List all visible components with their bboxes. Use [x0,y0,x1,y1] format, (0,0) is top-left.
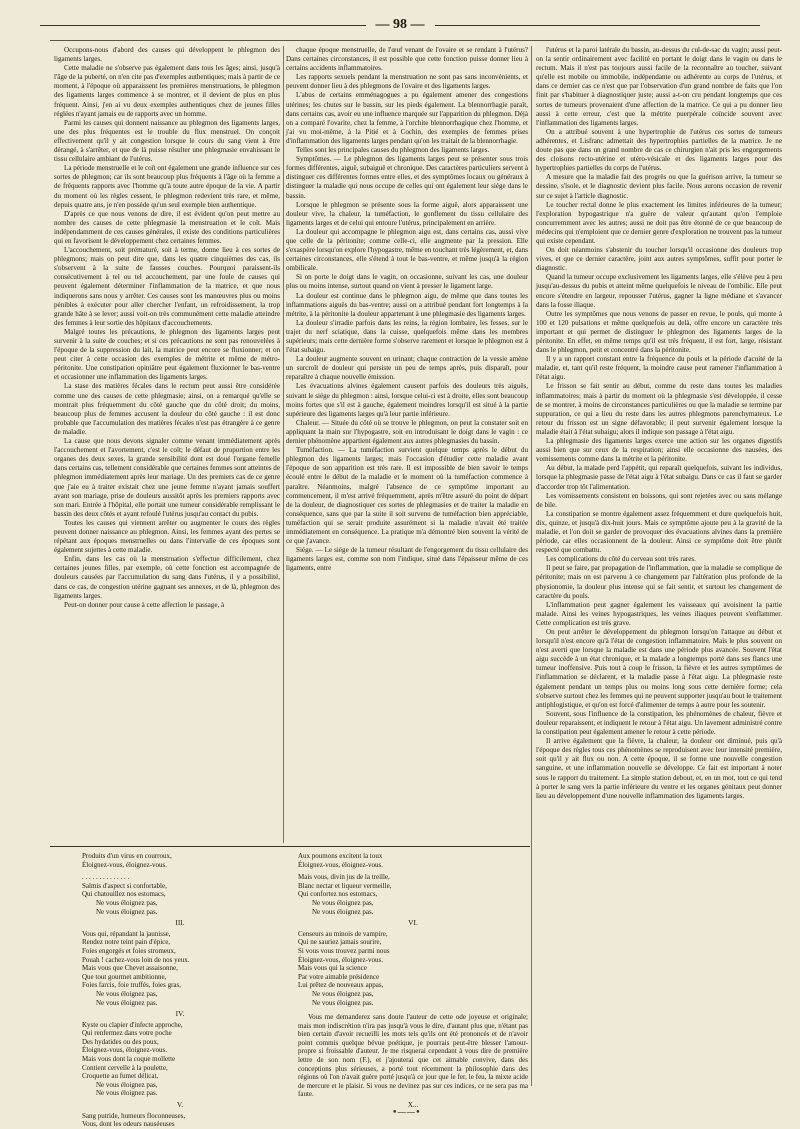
verse-line: Censeurs au minois de vampire, [298,929,388,938]
paragraph: Il y a un rapport constant entre la fréquence du pouls et la période d'acuité de la maladie, et, tant qu'il reste fréquent, la moindre cause peut ramener l'inflammation à l'état aigu. [536,355,782,382]
column-divider-1 [283,46,284,843]
paragraph: Quand la tumeur occupe exclusivement les ligaments larges, elle s'élève peu à peu jusqu'au-dessus du pubis et atteint même quelquefois le niveau de l'ombilic. Elle peut encore s'étendre en largeur, repousser l'utérus, gagner la ligne médiane et s'avancer dans la fosse iliaque. [536,273,782,309]
verse-line: Ne vous éloignez pas, [312,989,374,998]
header-underline [50,40,780,41]
paragraph: Le toucher rectal donne le plus exactement les limites inférieures de la tumeur; l'exploration hypogastrique n'a guère de valeur qu'autant qu'on l'emploie concurremment avec les autres; aussi ne doit pas être étonné de ce que beaucoup de médecins qui n'emploient que ce dernier genre d'exploration ne trouvent pas la tumeur qui existe cependant. [536,200,782,245]
verse-line: Mais vous dont la coque mollette [82,1055,176,1064]
verse-line: . . . . . . . . . . . . . . [82,873,130,882]
verse-line: Ne vous éloignez pas. [96,1089,158,1098]
paragraph: La douleur est continue dans le phlegmon aigu, de même que dans toutes les inflammations aiguës du bas-ventre; aussi on a attribué pendant fort longtemps à la métrite, à la péritonite la douleur appartenant à une phlegmasie des ligaments larges. [286,291,528,318]
verse-line: Ne vous éloignez pas. [312,907,374,916]
paragraph: La douleur qui accompagne le phlegmon aigu est, dans certains cas, aussi vive que celle de la péritonite; comme celle-ci, elle augmente par la pression. Elle s'exaspère lorsqu'on explore l'hypogastre, même en touchant très légèrement, et, dans certaines circonstances, elle s'étend à tout le bas-ventre, et même jusqu'à la région ombilicale. [286,227,528,273]
paragraph: Les évacuations alvines également causent parfois des douleurs très aiguës, suivant le siége du phlegmon : ainsi, lorsque celui-ci est à droite, elles sont beaucoup moins fortes que s'il est à gauche, également moindres lorsqu'il est situé à la partie supérieure des ligaments larges qu'à leur partie inférieure. [286,382,528,418]
verse-line: Produits d'un virus en courroux, [82,852,172,860]
stanza-number: III. [175,918,185,928]
verse-line: Éloignez-vous, éloignez-vous. [298,860,383,869]
verse-line: Qui confortez nos estomacs, [298,890,378,899]
end-ornament: •——• [392,1108,421,1118]
verse-line: Croquette au fumet délicat, [82,1072,159,1081]
paragraph: Si on porte le doigt dans le vagin, on occasionne, suivant les cas, une douleur plus ou moins intense, surtout quand on vient à presser le ligament large. [286,273,528,291]
verse-line: Si vous vous trouvez parmi nous [298,946,390,955]
verse-line: Des hydatides ou des poux, [82,1037,159,1046]
page-number: — 98 — [375,17,425,32]
paragraph: L'inflammation peut gagner également les vaisseaux qui avoisinent la partie malade. Ainsi les veines hypogastriques, les veines iliaques peuvent s'enflammer. Cette complication est très grave. [536,600,782,627]
paragraph: Les rapports sexuels pendant la menstruation ne sont pas sans inconvénients, et peuvent donner lieu à des phlegmons de l'ovaire et des ligaments larges. [286,73,528,91]
verse-line: Que tout gourmet ambitionne, [82,972,167,981]
paragraph: Toutes les causes qui viennent arrêter ou augmenter le cours des règles peuvent donner naissance au phlegmon. Ainsi, les femmes ayant des pertes se répétant aux époques menstruelles ou dans l'intervalle de ces époques sont également sujettes à cette maladie. [54,518,280,555]
feuilleton-column-1 [82,852,278,1129]
paragraph: La stase des matières fécales dans le rectum peut aussi être considérée comme une des causes de cette phlegmasie; ainsi, on a remarqué qu'elle se montrait plus fréquemment du côté gauche que du côté droit; du moins, beaucoup plus de femmes accusent la douleur du côté gauche : il est donc probable que l'accumulation des matières fécales n'est pas étrangère à ce genre de maladie. [54,382,280,436]
paragraph: Peut-on donner pour cause à cette affection le passage, à [64,600,225,609]
paragraph: La douleur s'irradie parfois dans les reins, la région lombaire, les fesses, sur le trajet du nerf sciatique, dans la cuisse, quelquefois même dans les membres supérieurs; mais cette dernière forme s'observe rarement et lorsque le phlegmon est à l'état subaigu. [286,318,528,355]
verse-line: Qui chatouillez nos estomacs, [82,890,166,899]
verse-line: Éloignez-vous, éloignez-vous. [298,955,383,964]
paragraph: La période menstruelle et le coït ont également une grande influence sur ces sortes de phlegmon; car ils sont beaucoup plus fréquents à l'âge où la femme a de fréquents rapports avec l'homme qu'à toute autre époque de la vie. A partir du moment où les règles cessent, le phlegmon redevient très rare, et même, depuis quatre ans, je n'en possède qu'un seul exemple bien authentique. [54,164,280,209]
verse-line: Mais vous qui la science [298,964,367,973]
paragraph: Malgré toutes les précautions, le phlegmon des ligaments larges peut survenir à la suite de couches; et si ces précautions ne sont pas renouvelées à l'époque de la suppression du lait, la matrice peut encore se fluxionner; et on peut citer à cette occasion des exemples de métrite et même de métro-péritonite. Une constipation opiniâtre peut également fluxionner le bas-ventre et occasionner une inflammation des ligaments larges. [54,327,280,382]
paragraph: Occupons-nous d'abord des causes qui développent le phlegmon des ligaments larges. [54,46,280,64]
stanza-number: V. [176,1100,184,1110]
paragraph: On peut arrêter le développement du phlegmon lorsqu'on l'attaque au début et lorsqu'il n'est encore qu'à l'état de congestion inflammatoire. Mais le plus souvent on n'est averti que lorsque la maladie est dans une période plus avancée. Souvent l'état aigu succède à un état chronique, et la malade a longtemps porté dans ses flancs une tumeur inoffensive. Puis tout à coup le frisson, la fièvre et les autres symptômes de l'inflammation se déclarent, et la maladie passe à l'état aigu. La phlegmasie reste également pendant un temps plus ou moins long sous cette dernière forme; cela s'observe surtout chez les femmes qui ne peuvent supporter jusqu'au bout le traitement antiphlogistique, et qu'on est forcé d'alimenter de temps à autre pour les soutenir. [536,628,782,709]
header-rule-right [435,25,761,26]
article-column-3 [536,46,782,1084]
verse-line: Ne vous éloignez pas. [96,907,158,916]
verse-line: Vous, dont les odeurs nauséeuses [82,1120,175,1129]
paragraph: Il peut se faire, par propagation de l'inflammation, que la maladie se complique de péritonite; mais on est parvenu à ce changement par l'altération plus profonde de la physionomie, la douleur plus intense qui se fait sentir, et surtout les changement de caractère du pouls. [536,564,782,600]
verse-line: Mais vous, divin jus de la treille, [298,873,390,882]
article-column-1 [54,46,280,843]
verse-line: Sang putride, humeurs floconneuses, [82,1111,186,1120]
page-header [40,10,760,40]
verse-line: Éloignez-vous, éloignez-vous. [82,1046,167,1055]
verse-line: Contient cervelle à la poulette, [82,1063,168,1072]
paragraph: Tuméfaction. — La tuméfaction survient quelque temps après le début du phlegmon des ligaments larges; mais l'occasion d'étudier cette maladie avant l'époque de son apparition est très rare. Il est impossible de bien savoir le temps écoulé entre le début de la maladie et le moment où la tuméfaction commence à paraître. Néanmoins, malgré l'absence de ce symptôme important au commencement, il m'est arrivé fréquemment, après m'être assuré du point de départ de la douleur, de diagnostiquer ces sortes de phlegmasies et de traiter la maladie en conséquence, sans que par la suite il soit survenu de tuméfaction bien appréciable, tuméfaction qui se serait produite assurément si la maladie n'avait été traitée immédiatement en conséquence. La pratique m'a démontré bien souvent la vérité de ce que j'avance. [286,446,528,546]
verse-line: Qui ne sauriez jamais sourire, [298,938,382,947]
verse-line: Ne vous éloignez pas, [312,898,374,907]
article-column-2 [286,46,528,843]
paragraph: Souvent, sous l'influence de la constipation, les phénomènes de chaleur, fièvre et douleur reparaissent, et indiquent le retour à l'état aigu. Un lavement administré contre la constipation peut également amener le retour à cette période. [536,709,782,737]
paragraph: Les vomissements consistent en boissons, qui sont rejetées avec ou sans mélange de bile. [536,491,782,509]
paragraph: Au début, la malade perd l'appétit, qui reparaît quelquefois, suivant les individus, lorsque la phlegmasie passe de l'état aigu à l'état subaigu. Dans ce cas il faut se garder d'accorder trop tôt l'alimentation. [536,464,782,491]
verse-line: Ne vous éloignez pas, [96,989,158,998]
verse-line: Ne vous éloignez pas, [96,898,158,907]
paragraph: l'utérus et la paroi latérale du bassin, au-dessus du cul-de-sac du vagin; aussi peut-on la sentir ordinairement avec facilité en portant le doigt dans le vagin ou dans le rectum. Mais il n'est pas toujours aussi facile de la reconnaître au toucher, suivant qu'elle est mobile ou immobile, indépendante ou adhérente au corps de l'utérus, et dans ce dernier cas ce n'est que par l'observation d'un grand nombre de faits que l'on finit par s'habituer à diagnostiquer juste; aussi a-t-on cru pendant longtemps que ces sortes de tumeurs provenaient d'une affection de la matrice. Ce qui a pu donner lieu aussi à cette erreur, c'est que la métrite puerpérale coïncide souvent avec l'inflammation des ligaments larges. [536,46,782,127]
stanza-number: IV. [175,1009,185,1019]
verse-line: Ne vous éloignez pas. [312,998,374,1007]
feuilleton-divider [50,846,530,847]
verse-line: Aux poumons excitent la toux [298,852,383,860]
paragraph: Lorsque le phlegmon se présente sous la forme aiguë, alors apparaissent une douleur vive, la chaleur, la tuméfaction, le gonflement du tissu cellulaire des ligaments larges et de celui qui entoure l'utérus, principalement en arrière. [286,200,528,227]
verse-line: Blanc nectar et liqueur vermeille, [298,881,392,890]
paragraph: L'abus de certains emménagogues a pu également amener des congestions utérines; les chutes sur le bassin, sur les pieds également. La blennorrhagie paraît, dans certains cas, avoir eu une influence marquée sur l'apparition du phlegmon. Déjà on a comparé l'ovarite, chez la femme, à l'orchite blennorrhagique chez l'homme, et j'ai vu moi-même, à la Pitié et à Cochin, des exemples de femmes prises d'inflammation des ligaments larges pendant qu'on les traitait de la blennorrhagie. [286,91,528,145]
verse-line: Rendez notre teint pain d'épice, [82,938,171,947]
verse-line: Éloignez-vous, éloignez-vous. [82,860,167,869]
verse-line: Ne vous éloignez pas, [96,1080,158,1089]
paragraph: Enfin, dans les cas où la menstruation s'effectue difficilement, chez certaines jeunes filles, par exemple, où cette fonction est accompagnée de douleurs causées par l'accumulation du sang dans l'utérus, il y a possibilité, dans ce cas, de congestion utérine gagnant ses annexes, et de là, phlegmon des ligaments larges. [54,555,280,600]
paragraph: La phlegmasie des ligaments larges exerce une action sur les organes digestifs aussi bien que sur ceux de la respiration; ainsi elle occasionne des nausées, des vomissements comme dans la métrite et la péritonite. [536,437,782,464]
verse-line: Lui prêtez de nouveaux appas, [298,981,384,990]
feuilleton-column-2 [298,852,528,1110]
paragraph: On doit néanmoins s'abstenir du toucher lorsqu'il occasionne des douleurs trop vives, et que ce dernier caractère, joint aux autres symptômes, suffit pour porter le diagnostic. [536,246,782,273]
verse-line: Mais vous que Chevet assaisonne, [82,964,178,973]
paragraph: Le frisson se fait sentir au début, comme du reste dans toutes les maladies inflammatoires; mais à partir du moment où la phlegmasie s'est développée, il cesse de se montrer, à moins de circonstances particulières ou que la maladie se termine par suppuration, ce qui a lieu du reste dans les autres phlegmons parenchymateux. Le retour du frisson est un signe défavorable; il peut survenir également lorsque la maladie était à l'état subaigu; alors il indique son passage à l'état aigu. [536,382,782,436]
paragraph: La constipation se montre également assez fréquemment et dure quelquefois huit, dix, quinze, et jusqu'à dix-huit jours. Mais ce symptôme ajoute peu à la gravité de la maladie, et l'on doit se garder de provoquer des évacuations alvines dans la première période, car elles occasionnent de la douleur. Ainsi ce symptôme doit être plutôt respecté que combattu. [536,509,782,555]
paragraph: Cette maladie ne s'observe pas également dans tous les âges; ainsi, jusqu'à l'âge de la puberté, on n'en cite pas d'exemples authentiques; mais à partir de ce moment, à l'époque où apparaissent les premières menstruations, le phlegmon des ligaments larges commence à se montrer, et il devient de plus en plus fréquent. Ainsi, j'en ai vu deux exemples authentiques chez de jeunes filles réglées n'ayant jamais eu de rapports avec un homme. [54,64,280,118]
paragraph: On a attribué souvent à une hypertrophie de l'utérus ces sortes de tumeurs adhérentes, et Lisfranc admettait des hypertrophies partielles de la matrice. Je ne doute pas que dans un grand nombre de cas ce chirurgien n'ait pris les engorgements des cloisons recto-utérine et utéro-vésicale et des ligaments larges pour des hypertrophies partielles du corps de l'utérus. [536,127,782,173]
verse-line: Ne vous éloignez pas. [96,998,158,1007]
paragraph: A mesure que la maladie fait des progrès ou que la guérison arrive, la tumeur se dessine, s'isole, et le diagnostic devient plus facile. Nous aurons occasion de revenir sur ce sujet à l'article diagnostic. [536,173,782,200]
paragraph: chaque époque menstruelle, de l'œuf venant de l'ovaire et se rendant à l'utérus? Dans certaines circonstances, il est possible que cette fonction puisse donner lieu à certains accidents inflammatoires. [286,46,528,73]
paragraph: Telles sont les principales causes du phlegmon des ligaments larges. [296,146,490,155]
verse-line: Vous qui, répandant la jaunisse, [82,929,171,938]
verse-line: Pouah ! cachez-vous loin de nos yeux. [82,955,190,964]
paragraph: D'après ce que nous venons de dire, il est évident qu'on peut mettre au nombre des causes de cette phlegmasie la menstruation et le coït. Mais indépendamment de ces causes générales, il existe des conditions particulières qui en favorisent le développement chez certaines femmes. [54,209,280,245]
paragraph: Parmi les causes qui donnent naissance au phlegmon des ligaments larges, une des plus fréquentes est le trouble du flux menstruel. On conçoit effectivement qu'il y ait congestion lorsque le cours du sang vient à être dérangé, à s'arrêter, et que de là puisse résulter une phlegmasie envahissant le tissu cellulaire ambiant de l'utérus. [54,118,280,164]
paragraph: La douleur augmente souvent en urinant; chaque contraction de la vessie amène un surcroît de douleur qui persiste un peu de temps après, puis disparaît, pour reparaître à chaque nouvelle émission. [286,355,528,382]
paragraph: Symptômes. — Le phlegmon des ligaments larges peut se présenter sous trois formes différentes, aiguë, subaiguë et chronique. Des caractères particuliers servent à distinguer ces différentes formes entre elles, et des symptômes locaux ou généraux à distinguer la maladie qui nous occupe de celles qui ont également leur siége dans le bassin. [286,155,528,200]
verse-line: Qui renfermez dans votre poche [82,1029,172,1038]
paragraph: La cause que nous devons signaler comme venant immédiatement après l'accouchement et l'avortement, c'est le coït; le défaut de proportion entre les organes des deux sexes, la grande sensibilité dont est doué l'organe femelle dans certains cas, tellement considérable que certaines femmes sont atteintes de phlegmon immédiatement après leur mariage. Un des premiers cas de ce genre que j'aie eu à traiter existait chez une jeune femme n'ayant jamais souffert avant son mariage, prise de douleurs aussitôt après les premiers rapports avec son mari. Entrée à l'hôpital, elle portait une tumeur considérable remplissant le bassin des deux côtés et ayant refoulé l'utérus jusqu'au contact du pubis. [54,437,280,518]
column-divider-2 [531,46,532,1086]
paragraph: Il arrive également que la fièvre, la chaleur, la douleur ont diminué, puis qu'à l'époque des règles tous ces phénomènes se reproduisent avec leur intensité première, soit qu'il y ait flux ou non. A cette époque, il se forme une nouvelle congestion sanguine, et une inflammation nouvelle se développe. Ce fait est important à noter sous le rapport du traitement. La simple station debout, et, en un mot, tout ce qui tend à porter le sang vers la partie inférieure du ventre et les organes génitaux peut donner lieu au développement d'une nouvelle inflammation des ligaments larges. [536,737,782,800]
stanza-number: VI. [408,918,418,928]
verse-line: Salmis d'aspect si confortable, [82,881,167,890]
paragraph: Les complications du côté du cerveau sont très rares. [546,555,696,564]
header-rule-left [40,25,366,26]
feuilleton-prose: Vous me demanderez sans doute l'auteur de cette ode joyeuse et originale; mais mon indiscrétion n'ira pas jusqu'à vous le dire, d'autant plus que, n'étant pas bien certain d'avoir recueilli les mots tels qu'ils ont été prononcés et de n'avoir point commis quelque bévue poétique, je pourrais peut-être blesser l'amour-propre si froissable d'auteur. Je me risquerai cependant à vous dire de première lettre de son nom (F.), et j'ajouterai que cet aimable convive, dans des conceptions plus sérieuses, a porté tout récemment la philosophie dans des régions où l'on n'avait guère porté jusqu'à ce jour que le fer, le feu, la mixte acide de mercure et le plaisir. Si vous ne devinez pas sur ces indices, ce ne sera pas ma faute. [298,1013,528,1099]
signature: X... [407,1101,419,1110]
verse-line: Foies engorgés et foies stromeux, [82,946,176,955]
paragraph: L'accouchement, soit prématuré, soit à terme, donne lieu à ces sortes de phlegmons; mais on peut dire que, dans les quatre cinquièmes des cas, ils s'observent à la suite de fausses couches. Pourquoi paraissent-ils consécutivement à tel ou tel accouchement, par une foule de causes qui peuvent également déterminer l'inflammation de la matrice, et que nous indiquerons sans nous y arrêter. Ces causes sont les manœuvres plus ou moins pénibles à exécuter pour aller chercher l'enfant, un refroidissement, la trop grande hâte à se lever; aussi voit-on très communément cette maladie atteindre des femmes à leur sortie des hôpitaux d'accouchements. [54,246,280,327]
paragraph: Chaleur. — Située du côté où se trouve le phlegmon, on peut la constater soit en appliquant la main sur l'hypogastre, soit en introduisant le doigt dans le vagin : ce dernier phénomène appartient également aux autres phlegmasies du bassin. [286,418,528,446]
paragraph: Outre les symptômes que nous venons de passer en revue, le pouls, qui monte à 100 et 120 pulsations et même quelquefois au delà, offre encore un caractère très important et qui permet de distinguer le phlegmon des ligaments larges de la péritonite. En effet, en même temps qu'il est très fréquent, il est fort, large, résistant dans le phlegmon, petit et concentré dans la péritonite. [536,309,782,355]
verse-line: Par votre aimable présidence [298,972,380,981]
verse-line: Kyste ou clapier d'infecte approche, [82,1020,183,1029]
paragraph: Siége. — Le siége de la tumeur résultant de l'engorgement du tissu cellulaire des ligaments larges est, comme son nom l'indique, situé dans l'épaisseur même de ces ligaments, entre [286,546,528,573]
verse-line: Foies farcis, foie truffés, foies gras, [82,981,182,990]
